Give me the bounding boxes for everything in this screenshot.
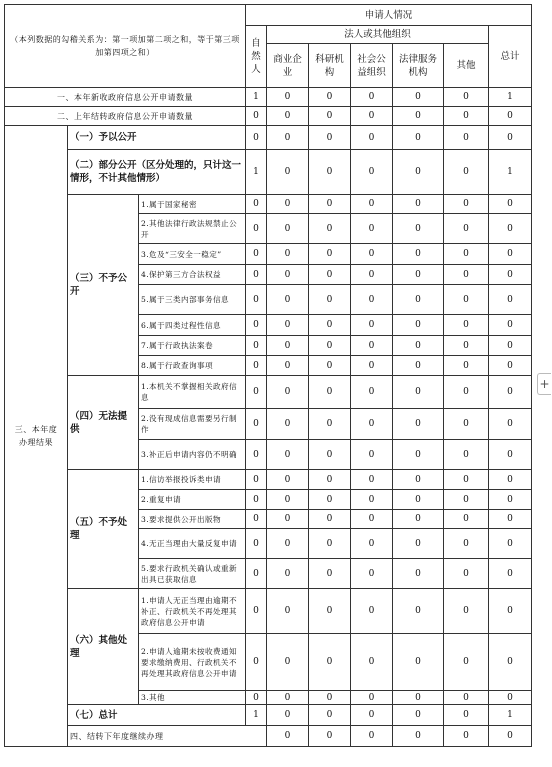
header-natural-person: 自然人 [246,26,267,88]
cell-value: 0 [444,440,489,470]
cell-value: 1 [489,88,532,107]
header-col-other: 其他 [444,44,489,88]
cell-value: 0 [393,705,444,726]
cell-value: 0 [489,265,532,285]
cell-value: 0 [351,409,393,440]
table-row [5,470,532,490]
cell-value: 0 [267,470,309,490]
cell-value: 0 [351,356,393,376]
cell-value: 0 [489,490,532,510]
gov-info-disclosure-table [4,4,532,747]
row-label: 3.其他 [139,691,246,705]
cell-value: 0 [267,559,309,589]
cell-value: 0 [393,376,444,409]
row-label: 3.补正后申请内容仍不明确 [139,440,246,470]
cell-value: 0 [489,285,532,315]
row-label: 2.重复申请 [139,490,246,510]
cell-value: 0 [267,214,309,244]
cell-value: 0 [351,336,393,356]
cell-value: 0 [246,440,267,470]
cell-value: 0 [393,265,444,285]
cell-value: 0 [489,214,532,244]
cell-value: 0 [393,150,444,195]
cell-value: 0 [351,214,393,244]
cell-value: 0 [393,336,444,356]
cell-value: 0 [246,409,267,440]
cell-value: 0 [393,285,444,315]
cell-value: 0 [393,126,444,150]
cell-value: 0 [393,88,444,107]
cell-value: 0 [489,529,532,559]
cell-value: 0 [309,315,351,336]
row-label: 5.属于三类内部事务信息 [139,285,246,315]
cell-value: 0 [267,356,309,376]
cell-value: 0 [489,634,532,691]
cell-value: 0 [444,529,489,559]
cell-value: 0 [393,470,444,490]
cell-value: 0 [489,589,532,634]
section3-label: 三、本年度办理结果 [5,126,68,747]
cell-value: 0 [246,126,267,150]
cell-value: 0 [444,376,489,409]
cell-value: 0 [267,634,309,691]
cell-value: 0 [309,490,351,510]
cell-value: 0 [444,356,489,376]
cell-value: 0 [444,691,489,705]
cell-value: 0 [489,691,532,705]
cell-value: 0 [393,691,444,705]
table-row [5,376,532,409]
header-applicant-info: 申请人情况 [246,5,532,26]
cell-value: 0 [309,559,351,589]
cell-value: 0 [489,244,532,265]
table-row [5,589,532,634]
cell-value: 0 [267,336,309,356]
cell-value: 0 [351,529,393,559]
cell-value: 0 [309,214,351,244]
cell-value: 0 [309,126,351,150]
cell-value: 0 [489,559,532,589]
row-label: （七）总计 [68,705,246,726]
cell-value: 0 [351,510,393,529]
group-label: （五）不予处理 [68,470,139,589]
cell-value: 0 [444,634,489,691]
cell-value: 1 [246,88,267,107]
row-label: 6.属于四类过程性信息 [139,315,246,336]
row-label: 2.没有现成信息需要另行制作 [139,409,246,440]
cell-value: 0 [351,589,393,634]
cell-value: 0 [444,705,489,726]
row-label: 1.申请人无正当理由逾期不补正、行政机关不再处理其政府信息公开申请 [139,589,246,634]
cell-value: 0 [246,470,267,490]
cell-value: 0 [246,634,267,691]
cell-value: 0 [351,150,393,195]
cell-value: 0 [444,589,489,634]
cell-value: 0 [351,88,393,107]
cell-value: 0 [351,285,393,315]
table-row [5,150,532,195]
table-row [5,195,532,214]
cell-value: 0 [267,126,309,150]
cell-value: 0 [393,244,444,265]
table-row [5,88,532,107]
cell-value: 0 [309,244,351,265]
cell-value: 0 [246,244,267,265]
cell-value: 0 [246,559,267,589]
cell-value: 0 [309,88,351,107]
cell-value: 0 [393,529,444,559]
cell-value: 0 [246,376,267,409]
table-row [5,107,532,126]
cell-value: 1 [246,150,267,195]
cell-value: 0 [351,726,393,747]
cell-value: 0 [444,409,489,440]
row-label: 3.危及“三安全一稳定” [139,244,246,265]
row-label: 4.无正当理由大量反复申请 [139,529,246,559]
cell-value: 0 [351,376,393,409]
row-label: 一、本年新收政府信息公开申请数量 [5,88,246,107]
cell-value: 0 [393,409,444,440]
row-label: 2.申请人逾期未按收费通知要求缴纳费用、行政机关不再处理其政府信息公开申请 [139,634,246,691]
cell-value: 0 [351,559,393,589]
cell-value: 0 [267,529,309,559]
cell-value: 0 [444,107,489,126]
row-label: 4.保护第三方合法权益 [139,265,246,285]
cell-value: 0 [489,440,532,470]
cell-value: 0 [489,470,532,490]
table-row [5,705,532,726]
group-label: （四）无法提供 [68,376,139,470]
cell-value: 0 [309,195,351,214]
row-label: 2.其他法律行政法规禁止公开 [139,214,246,244]
cell-value: 0 [309,107,351,126]
cell-value: 0 [393,440,444,470]
cell-value: 0 [309,589,351,634]
cell-value: 0 [309,634,351,691]
cell-value: 0 [309,440,351,470]
cell-value: 0 [351,315,393,336]
cell-value: 0 [267,726,309,747]
cell-value: 0 [393,195,444,214]
group-label: （六）其他处理 [68,589,139,705]
cell-value: 0 [393,559,444,589]
cell-value: 0 [267,510,309,529]
cell-value: 0 [246,336,267,356]
cell-value: 0 [489,107,532,126]
group-label: （三）不予公开 [68,195,139,376]
row-label: （一）予以公开 [68,126,246,150]
cell-value: 0 [489,195,532,214]
cell-value: 0 [444,285,489,315]
cell-value: 0 [489,376,532,409]
cell-value: 0 [309,356,351,376]
cell-value: 0 [444,559,489,589]
plus-icon[interactable]: + [537,373,551,395]
cell-value: 0 [444,150,489,195]
cell-value: 1 [489,150,532,195]
header-col-public-welfare: 社会公益组织 [351,44,393,88]
cell-value: 0 [309,470,351,490]
cell-value: 0 [267,285,309,315]
cell-value: 0 [444,195,489,214]
cell-value: 0 [444,336,489,356]
cell-value: 0 [246,691,267,705]
cell-value: 0 [393,589,444,634]
cell-value: 0 [267,691,309,705]
cell-value: 0 [267,88,309,107]
cell-value: 0 [444,214,489,244]
cell-value: 0 [267,244,309,265]
cell-value: 0 [309,265,351,285]
cell-value: 0 [393,214,444,244]
header-col-research: 科研机构 [309,44,351,88]
cell-value: 0 [246,529,267,559]
cell-value: 0 [444,726,489,747]
cell-value: 0 [351,490,393,510]
cell-value: 0 [489,726,532,747]
row-label: 二、上年结转政府信息公开申请数量 [5,107,246,126]
cell-value: 0 [351,107,393,126]
row-label: 四、结转下年度继续办理 [68,726,267,747]
cell-value: 0 [246,195,267,214]
cell-value: 0 [393,490,444,510]
cell-value: 0 [489,510,532,529]
table-row [5,726,532,747]
cell-value: 0 [267,376,309,409]
cell-value: 0 [309,336,351,356]
cell-value: 0 [309,726,351,747]
cell-value: 0 [246,589,267,634]
cell-value: 0 [246,356,267,376]
cell-value: 0 [267,440,309,470]
cell-value: 0 [267,589,309,634]
row-label: 1.属于国家秘密 [139,195,246,214]
table-row [5,126,532,150]
row-label: 3.要求提供公开出版物 [139,510,246,529]
cell-value: 0 [351,705,393,726]
cell-value: 0 [267,195,309,214]
cell-value: 0 [444,88,489,107]
cell-value: 0 [309,691,351,705]
row-label: 7.属于行政执法案卷 [139,336,246,356]
row-label: 1.信访举报投诉类申请 [139,470,246,490]
cell-value: 0 [393,510,444,529]
header-total: 总计 [489,26,532,88]
cell-value: 0 [351,195,393,214]
cell-value: 0 [351,634,393,691]
header-legal-org: 法人或其他组织 [267,26,489,44]
cell-value: 0 [351,244,393,265]
cell-value: 0 [309,510,351,529]
cell-value: 0 [267,107,309,126]
cell-value: 1 [489,705,532,726]
cell-value: 0 [393,726,444,747]
cell-value: 0 [444,490,489,510]
cell-value: 0 [489,126,532,150]
cell-value: 0 [489,336,532,356]
cell-value: 0 [351,265,393,285]
cell-value: 0 [489,409,532,440]
header-col-legal-service: 法律服务机构 [393,44,444,88]
cell-value: 0 [309,705,351,726]
cell-value: 0 [267,150,309,195]
cell-value: 0 [393,634,444,691]
row-label: 1.本机关不掌握相关政府信息 [139,376,246,409]
cell-value: 0 [267,265,309,285]
cell-value: 1 [246,705,267,726]
cell-value: 0 [309,529,351,559]
row-label: 5.要求行政机关确认或重新出具已获取信息 [139,559,246,589]
cell-value: 0 [393,107,444,126]
cell-value: 0 [246,490,267,510]
cell-value: 0 [246,107,267,126]
cell-value: 0 [309,150,351,195]
cell-value: 0 [246,315,267,336]
cell-value: 0 [246,285,267,315]
cell-value: 0 [444,315,489,336]
cell-value: 0 [444,470,489,490]
cell-value: 0 [246,510,267,529]
cell-value: 0 [393,356,444,376]
cell-value: 0 [351,470,393,490]
cell-value: 0 [309,285,351,315]
cell-value: 0 [267,409,309,440]
row-label: （二）部分公开（区分处理的，只计这一情形，不计其他情形） [68,150,246,195]
cell-value: 0 [309,409,351,440]
cell-value: 0 [267,315,309,336]
cell-value: 0 [444,510,489,529]
cell-value: 0 [351,126,393,150]
cell-value: 0 [489,356,532,376]
cell-value: 0 [267,705,309,726]
row-label: 8.属于行政查询事项 [139,356,246,376]
cell-value: 0 [444,244,489,265]
cell-value: 0 [489,315,532,336]
header-col-commercial: 商业企业 [267,44,309,88]
cell-value: 0 [393,315,444,336]
cell-value: 0 [351,440,393,470]
header-note: （本列数据的勾稽关系为：第一项加第二项之和，等于第三项加第四项之和） [5,5,246,88]
cell-value: 0 [444,265,489,285]
cell-value: 0 [309,376,351,409]
cell-value: 0 [246,214,267,244]
cell-value: 0 [351,691,393,705]
cell-value: 0 [267,490,309,510]
cell-value: 0 [444,126,489,150]
cell-value: 0 [246,265,267,285]
